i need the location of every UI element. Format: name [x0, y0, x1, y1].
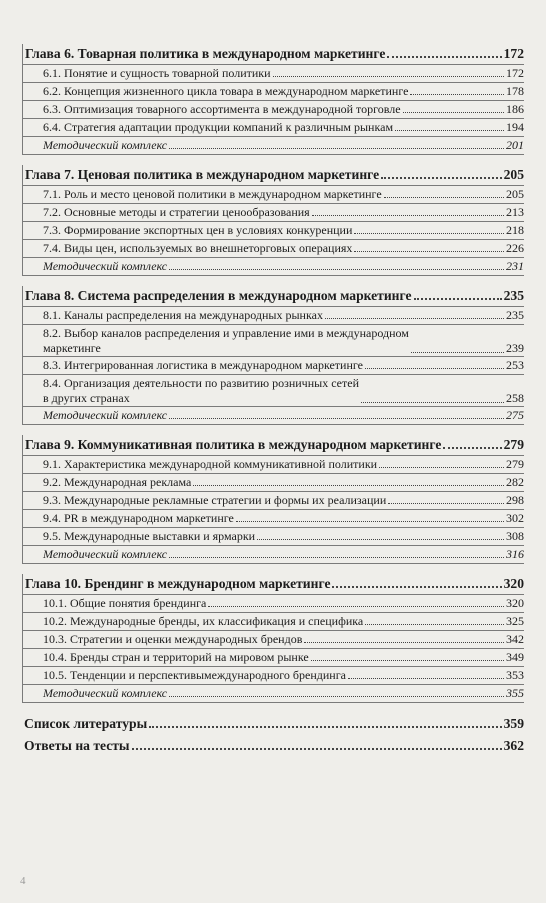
toc-entry	[23, 65, 524, 83]
toc-entry	[23, 325, 524, 357]
chapter-page-number: 235	[503, 288, 524, 303]
chapter-heading	[23, 574, 524, 595]
dot-leader	[169, 696, 504, 697]
dot-leader	[403, 112, 504, 113]
dot-leader	[387, 56, 501, 58]
dot-leader	[388, 503, 504, 504]
entry-title: 7.1. Роль и место ценовой политики в международном маркетинге	[43, 187, 382, 201]
dot-leader	[365, 368, 504, 369]
entry-page-number: 320	[506, 596, 524, 610]
entry-page-number: 302	[506, 511, 524, 525]
entry-title: 6.2. Концепция жизненного цикла товара в международном маркетинге	[43, 84, 409, 98]
toc-chapter	[22, 165, 524, 276]
toc-entry	[23, 528, 524, 546]
methodic-entry	[23, 258, 524, 276]
entry-page-number: 342	[506, 632, 524, 646]
entry-title: 7.3. Формирование экспортных цен в условиях конкуренции	[43, 223, 353, 237]
entry-page-number: 231	[506, 259, 524, 273]
entry-page-number: 258	[506, 391, 524, 405]
toc-entry	[23, 307, 524, 325]
dot-leader	[443, 447, 501, 449]
entry-title: Методический комплекс	[43, 408, 168, 422]
entry-title: 8.4. Организация деятельности по развитию розничных сетей в других странах	[43, 376, 359, 405]
dot-leader	[169, 418, 504, 419]
toc-entry	[23, 357, 524, 375]
dot-leader	[395, 130, 504, 131]
chapter-page-number: 205	[503, 167, 524, 182]
chapter-page-number: 279	[503, 437, 524, 452]
toc-entry	[23, 375, 524, 407]
dot-leader	[332, 586, 501, 588]
toc-entry	[23, 613, 524, 631]
dot-leader	[384, 197, 504, 198]
entry-page-number: 213	[506, 205, 524, 219]
entry-page-number: 201	[506, 138, 524, 152]
methodic-entry	[23, 546, 524, 564]
dot-leader	[410, 94, 504, 95]
entry-page-number: 298	[506, 493, 524, 507]
entry-page-number: 172	[506, 66, 524, 80]
chapter-heading	[23, 286, 524, 307]
chapter-title: Глава 7. Ценовая политика в международном маркетинге	[25, 167, 380, 182]
methodic-entry	[23, 137, 524, 155]
toc-entry	[23, 474, 524, 492]
entry-title: 9.5. Международные выставки и ярмарки	[43, 529, 256, 543]
entry-title: 10.2. Международные бренды, их классификация и специфика	[43, 614, 364, 628]
toc-entry	[23, 595, 524, 613]
entry-title: 9.3. Международные рекламные стратегии и формы их реализации	[43, 493, 387, 507]
toc-final-entry	[22, 735, 524, 757]
chapter-title: Глава 9. Коммуникативная политика в международном маркетинге	[25, 437, 442, 452]
entry-page-number: 205	[506, 187, 524, 201]
dot-leader	[325, 318, 504, 319]
final-entry-title: Ответы на тесты	[24, 738, 130, 753]
entry-page-number: 178	[506, 84, 524, 98]
toc-chapter	[22, 286, 524, 425]
entry-page-number: 282	[506, 475, 524, 489]
toc-entry	[23, 222, 524, 240]
toc-entry	[23, 240, 524, 258]
methodic-entry	[23, 407, 524, 425]
toc-entry	[23, 204, 524, 222]
dot-leader	[304, 642, 504, 643]
dot-leader	[312, 215, 504, 216]
chapter-heading	[23, 165, 524, 186]
entry-title: 6.1. Понятие и сущность товарной политики	[43, 66, 271, 80]
entry-title: 8.1. Каналы распределения на международных рынках	[43, 308, 323, 322]
dot-leader	[257, 539, 504, 540]
dot-leader	[273, 76, 504, 77]
dot-leader	[365, 624, 504, 625]
toc-final-entry	[22, 713, 524, 735]
methodic-entry	[23, 685, 524, 703]
entry-title: 9.2. Международная реклама	[43, 475, 192, 489]
entry-page-number: 353	[506, 668, 524, 682]
entry-title: 10.3. Стратегии и оценки международных брендов	[43, 632, 303, 646]
dot-leader	[169, 557, 504, 558]
table-of-contents	[22, 44, 524, 757]
entry-title: 9.4. PR в международном маркетинге	[43, 511, 234, 525]
entry-title: 10.1. Общие понятия брендинга	[43, 596, 207, 610]
entry-page-number: 226	[506, 241, 524, 255]
dot-leader	[236, 521, 504, 522]
toc-entry	[23, 456, 524, 474]
chapter-heading	[23, 44, 524, 65]
dot-leader	[411, 352, 504, 353]
dot-leader	[354, 251, 504, 252]
entry-title: 7.2. Основные методы и стратегии ценообразования	[43, 205, 310, 219]
entry-title: 10.5. Тенденции и перспективымеждународного брендинга	[43, 668, 346, 682]
dot-leader	[414, 298, 502, 300]
entry-title: 8.2. Выбор каналов распределения и управление ими в международном маркетинге	[43, 326, 409, 355]
entry-page-number: 316	[506, 547, 524, 561]
entry-page-number: 235	[506, 308, 524, 322]
entry-page-number: 186	[506, 102, 524, 116]
entry-page-number: 218	[506, 223, 524, 237]
toc-entry	[23, 186, 524, 204]
entry-page-number: 325	[506, 614, 524, 628]
toc-entry	[23, 667, 524, 685]
entry-page-number: 275	[506, 408, 524, 422]
final-entry-page-number: 359	[503, 716, 524, 731]
entry-title: 8.3. Интегрированная логистика в международном маркетинге	[43, 358, 363, 372]
toc-entry	[23, 119, 524, 137]
entry-page-number: 253	[506, 358, 524, 372]
entry-page-number: 279	[506, 457, 524, 471]
chapter-page-number: 320	[503, 576, 524, 591]
toc-entry	[23, 510, 524, 528]
entry-title: Методический комплекс	[43, 547, 168, 561]
dot-leader	[379, 467, 504, 468]
dot-leader	[208, 606, 504, 607]
chapter-title: Глава 10. Брендинг в международном маркетинге	[25, 576, 331, 591]
entry-title: Методический комплекс	[43, 686, 168, 700]
entry-title: 6.4. Стратегия адаптации продукции компаний к различным рынкам	[43, 120, 394, 134]
toc-entry	[23, 101, 524, 119]
chapter-title: Глава 8. Система распределения в международном маркетинге	[25, 288, 412, 303]
dot-leader	[169, 269, 504, 270]
toc-entry	[23, 631, 524, 649]
dot-leader	[149, 726, 501, 728]
entry-title: 10.4. Бренды стран и территорий на мировом рынке	[43, 650, 309, 664]
final-entry-title: Список литературы	[24, 716, 148, 731]
dot-leader	[361, 402, 504, 403]
dot-leader	[311, 660, 504, 661]
toc-entry	[23, 492, 524, 510]
dot-leader	[348, 678, 504, 679]
toc-chapter	[22, 435, 524, 564]
toc-entry	[23, 83, 524, 101]
entry-title: Методический комплекс	[43, 138, 168, 152]
entry-page-number: 239	[506, 341, 524, 355]
chapter-title: Глава 6. Товарная политика в международном маркетинге	[25, 46, 386, 61]
entry-title: Методический комплекс	[43, 259, 168, 273]
chapter-page-number: 172	[503, 46, 524, 61]
dot-leader	[354, 233, 504, 234]
toc-chapter	[22, 574, 524, 703]
dot-leader	[169, 148, 504, 149]
toc-chapter	[22, 44, 524, 155]
dot-leader	[132, 748, 502, 750]
entry-title: 9.1. Характеристика международной коммуникативной политики	[43, 457, 378, 471]
entry-page-number: 308	[506, 529, 524, 543]
entry-page-number: 194	[506, 120, 524, 134]
toc-entry	[23, 649, 524, 667]
final-entry-page-number: 362	[503, 738, 524, 753]
entry-page-number: 349	[506, 650, 524, 664]
dot-leader	[193, 485, 504, 486]
entry-title: 6.3. Оптимизация товарного ассортимента в международной торговле	[43, 102, 401, 116]
entry-title: 7.4. Виды цен, используемых во внешнеторговых операциях	[43, 241, 353, 255]
dot-leader	[381, 177, 501, 179]
entry-page-number: 355	[506, 686, 524, 700]
chapter-heading	[23, 435, 524, 456]
page-number: 4	[20, 875, 26, 887]
